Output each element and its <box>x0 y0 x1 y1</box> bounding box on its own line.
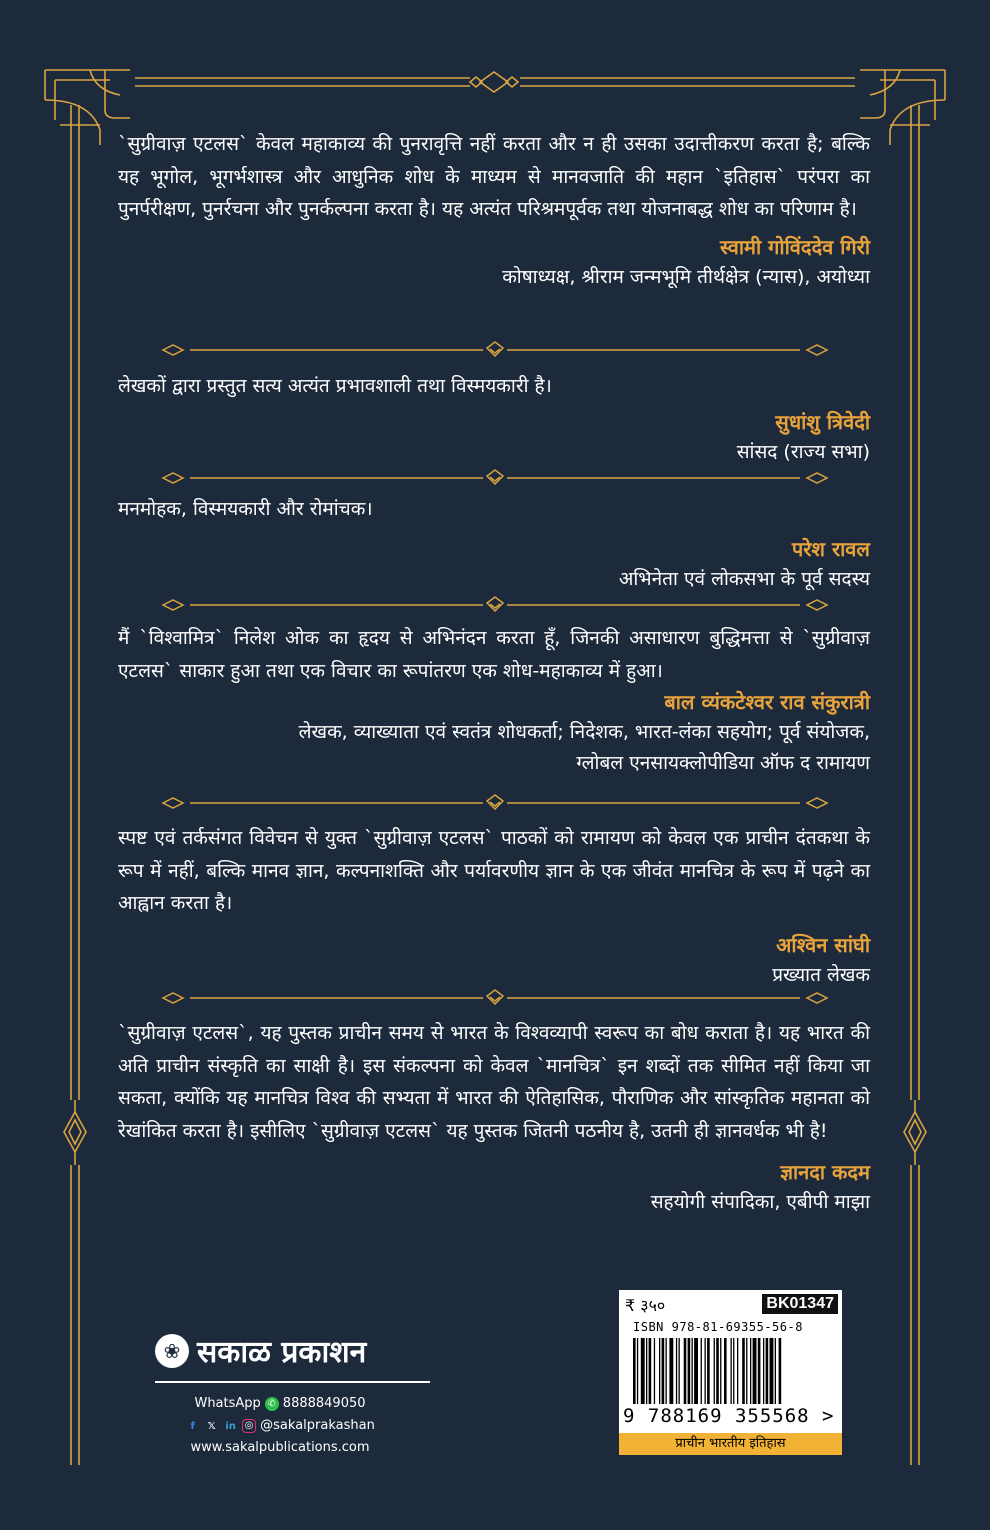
author-role: सांसद (राज्य सभा) <box>736 440 870 463</box>
testimonial-2 <box>118 370 870 468</box>
barcode-bar <box>742 1338 745 1404</box>
barcode-bar <box>669 1338 673 1404</box>
quote-text: `सुग्रीवाज़ एटलस`, यह पुस्तक प्राचीन समय से भारत के विश्वव्यापी स्वरूप का बोध कराता है। यह भारत की अति प्राचीन संस्कृति का साक्षी है। इस संकल्पना को केवल `मानचित्र` इन शब्दों तक सीमित नहीं किया जा सकता, क्योंकि यह मानचित्र विश्व की सभ्यता में भारत की ऐतिहासिक, पौराणिक और सांस्कृतिक महानता को रेखांकित करता है। इसीलिए `सुग्रीवाज़ एटलस` यह पुस्तक जितनी पठनीय है, उतनी ही ज्ञानवर्धक भी है! <box>118 1022 870 1142</box>
barcode-bar <box>770 1338 774 1404</box>
quote-text: `सुग्रीवाज़ एटलस` केवल महाकाव्य की पुनरावृत्ति नहीं करता और न ही उसका उदात्तीकरण करता है; बल्कि यह भूगोल, भूगर्भशास्त्र और आधुनिक शोध के माध्यम से मानवजाति की महान `इतिहास` परंपरा का पुनर्परीक्षण, पुनर्रचना और पुनर्कल्पना करता है। यह अत्यंत परिश्रमपूर्वक तथा योजनाबद्ध शोध का परिणाम है। <box>118 133 870 220</box>
barcode-bar <box>779 1338 782 1404</box>
barcode-bar <box>679 1338 680 1404</box>
barcode-bar <box>688 1338 691 1404</box>
barcode-bar <box>724 1338 727 1404</box>
barcode-bar <box>641 1338 645 1404</box>
x-icon[interactable]: 𝕏 <box>207 1420 216 1432</box>
publisher-divider <box>155 1381 430 1383</box>
barcode-bar <box>692 1338 693 1404</box>
barcode-bar <box>694 1338 698 1404</box>
barcode-bar <box>659 1338 660 1404</box>
barcode-bar <box>714 1338 715 1404</box>
author-role: लेखक, व्याख्याता एवं स्वतंत्र शोधकर्ता; निदेशक, भारत-लंका सहयोग; पूर्व संयोजक, <box>298 721 870 743</box>
quote-text: स्पष्ट एवं तर्कसंगत विवेचन से युक्त `सुग्रीवाज़ एटलस` पाठकों को रामायण को केवल एक प्राचीन दंतकथा के रूप में नहीं, बल्कि मानव ज्ञान, कल्पनाशक्ति और पर्यावरणीय ज्ञान के एक जीवंत मानचित्र के रूप में पढ़ने का आह्वान करता है। <box>118 827 870 914</box>
whatsapp-number: 8888849050 <box>282 1396 366 1411</box>
quote-text: लेखकों द्वारा प्रस्तुत सत्य अत्यंत प्रभावशाली तथा विस्मयकारी है। <box>118 375 552 397</box>
barcode-bar <box>705 1338 706 1404</box>
barcode-bar <box>766 1338 769 1404</box>
barcode-bar <box>758 1338 761 1404</box>
author-role: अभिनेता एवं लोकसभा के पूर्व सदस्य <box>618 567 870 590</box>
barcode-bar <box>750 1338 751 1404</box>
author-name: सुधांशु त्रिवेदी <box>775 409 870 434</box>
linkedin-icon[interactable]: in <box>225 1420 236 1432</box>
barcode-bar <box>720 1338 721 1404</box>
barcode-box <box>619 1290 842 1455</box>
author-role: सहयोगी संपादिका, एबीपी माझा <box>650 1191 870 1213</box>
whatsapp-icon: ✆ <box>265 1397 279 1411</box>
author-role-continued: ग्लोबल एनसायक्लोपीडिया ऑफ द रामायण <box>576 752 870 774</box>
quote-text: मनमोहक, विस्मयकारी और रोमांचक। <box>118 498 373 520</box>
testimonial-5 <box>118 822 870 991</box>
whatsapp-line[interactable] <box>165 1393 395 1415</box>
social-line[interactable] <box>165 1415 395 1437</box>
barcode-bar <box>662 1338 665 1404</box>
testimonial-6 <box>118 1017 870 1218</box>
publisher-name: सकाळ प्रकाशन <box>197 1335 367 1370</box>
author-name: स्वामी गोविंददेव गिरी <box>719 234 870 259</box>
barcode-bar <box>684 1338 687 1404</box>
author-role: कोषाध्यक्ष, श्रीराम जन्मभूमि तीर्थक्षेत्र (न्यास), अयोध्या <box>502 265 870 288</box>
barcode-bar <box>733 1338 734 1404</box>
author-role: प्रख्यात लेखक <box>772 963 870 986</box>
barcode-bar <box>731 1338 732 1404</box>
barcode-bar <box>676 1338 677 1404</box>
social-handle: @sakalprakashan <box>260 1418 375 1433</box>
barcode-bars <box>633 1338 828 1404</box>
testimonial-1 <box>118 128 870 293</box>
barcode-bar <box>763 1338 764 1404</box>
testimonial-4 <box>118 622 870 779</box>
barcode-bar <box>633 1338 636 1404</box>
barcode-bar <box>753 1338 757 1404</box>
barcode-bar <box>707 1338 710 1404</box>
instagram-icon[interactable]: ◎ <box>242 1419 256 1433</box>
barcode-bar <box>737 1338 738 1404</box>
barcode-bar <box>637 1338 638 1404</box>
book-code: BK01347 <box>762 1294 838 1314</box>
barcode-bar <box>666 1338 667 1404</box>
facebook-icon[interactable]: f <box>190 1420 195 1432</box>
author-name: बाल व्यंकटेश्वर राव संकुरात्री <box>664 690 870 714</box>
author-name: अश्विन सांघी <box>776 932 870 957</box>
website-link[interactable]: www.sakalpublications.com <box>190 1440 370 1455</box>
barcode-bar <box>649 1338 652 1404</box>
barcode-bar <box>775 1338 776 1404</box>
isbn-text: ISBN 978-81-69355-56-8 <box>633 1320 803 1334</box>
barcode-bar <box>654 1338 655 1404</box>
publisher-emblem-icon: ❀ <box>155 1334 189 1368</box>
barcode-bar <box>746 1338 747 1404</box>
category-label: प्राचीन भारतीय इतिहास <box>619 1433 842 1455</box>
barcode-bar <box>646 1338 647 1404</box>
price-label: ₹ ३५० <box>625 1296 666 1315</box>
author-name: ज्ञानदा कदम <box>780 1160 870 1184</box>
publisher-block <box>155 1330 435 1459</box>
barcode-bar <box>701 1338 702 1404</box>
whatsapp-label: WhatsApp <box>194 1396 261 1411</box>
testimonial-3 <box>118 493 870 595</box>
publisher-logo <box>155 1330 435 1371</box>
quote-text: मैं `विश्वामित्र` निलेश ओक का हृदय से अभिनंदन करता हूँ, जिनकी असाधारण बुद्धिमत्ता से `सुग्रीवाज़ एटलस` साकार हुआ तथा एक विचार का रूपांतरण एक शोध-महाकाव्य में हुआ। <box>118 627 870 682</box>
author-name: परेश रावल <box>791 536 870 561</box>
barcode-bar <box>716 1338 719 1404</box>
ean-digits: 9 788169 355568 > <box>623 1405 835 1427</box>
